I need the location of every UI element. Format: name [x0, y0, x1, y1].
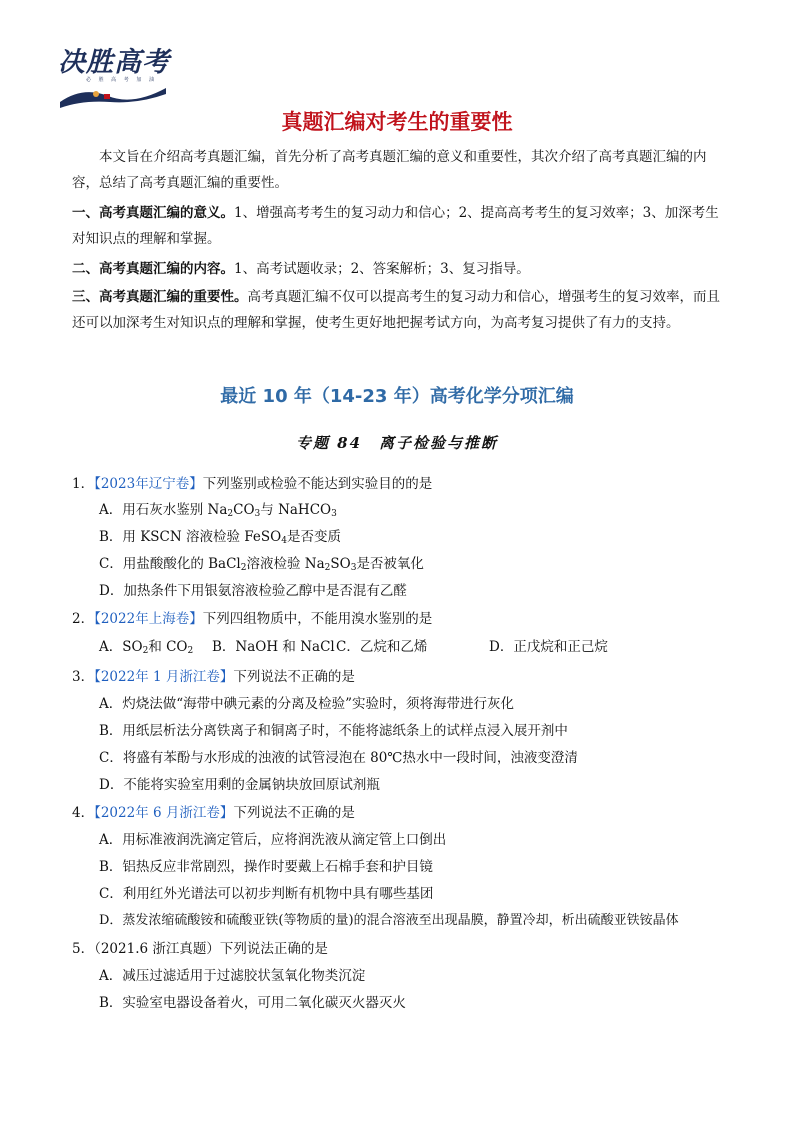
logo-text: 决胜高考: [58, 47, 170, 78]
section-heading: 一、高考真题汇编的意义。: [72, 205, 234, 221]
question-4: [72, 801, 732, 821]
question-number: 4．: [72, 805, 95, 821]
q1-option-c: C．用盐酸酸化的 BaCl$_2$溶液检验 $Na_2SO_3$是否被氧化: [99, 556, 424, 573]
collection-subtitle: 最近 10 年（14-23 年）高考化学分项汇编: [220, 386, 574, 407]
logo: [58, 40, 168, 108]
q4-option-d: D．蒸发浓缩硫酸铵和硫酸亚铁(等物质的量)的混合溶液至出现晶膜，静置冷却，析出硫酸亚铁铵晶体: [99, 913, 679, 928]
section-1: [72, 200, 722, 252]
q5-option-a: A．减压过滤适用于过滤胶状氢氧化物类沉淀: [99, 968, 366, 984]
question-stem: 下列说法正确的是: [219, 941, 328, 957]
question-source: 【2023年辽宁卷】: [94, 476, 203, 492]
section-body: 1、高考试题收录；2、答案解析；3、复习指导。: [234, 261, 530, 277]
section-3: [72, 284, 722, 336]
q2-option-b: B．NaOH 和 NaCl: [212, 639, 335, 655]
q2-options: [99, 635, 608, 656]
q2-option-a: A．$SO_2$和 $CO_2$: [99, 639, 194, 656]
section-heading: 二、高考真题汇编的内容。: [72, 261, 234, 277]
q5-option-b: B．实验室电器设备着火，可用二氧化碳灭火器灭火: [99, 995, 406, 1011]
q2-option-d: D．正戊烷和正己烷: [489, 639, 608, 655]
question-1: [72, 472, 732, 492]
q1-option-a: A．用石灰水鉴别 $Na_2CO_3$与 NaHCO$_3$: [99, 502, 337, 519]
q4-option-a: A．用标准液润洗滴定管后，应将润洗液从滴定管上口倒出: [99, 832, 447, 848]
question-number: 2．: [72, 611, 95, 627]
page-title: 真题汇编对考生的重要性: [281, 110, 513, 134]
question-number: 5．: [72, 941, 95, 957]
q1-option-b: B．用 KSCN 溶液检验 FeSO$_4$是否变质: [99, 529, 341, 546]
question-source: 【2022年上海卷】: [94, 611, 203, 627]
question-source: 【2022年 6 月浙江卷】: [94, 805, 234, 821]
q1-option-d: D．加热条件下用银氨溶液检验乙醇中是否混有乙醛: [99, 583, 407, 599]
question-5: [72, 937, 732, 957]
intro-paragraph: 本文旨在介绍高考真题汇编，首先分析了高考真题汇编的意义和重要性，其次介绍了高考真题汇编的内容，总结了高考真题汇编的重要性。: [72, 149, 707, 191]
question-stem: 下列鉴别或检验不能达到实验目的的是: [202, 476, 433, 492]
logo-subtext: 必 胜 高 考 加 油: [86, 77, 157, 83]
question-source: 【2022年 1 月浙江卷】: [94, 669, 234, 685]
question-stem: 下列说法不正确的是: [233, 805, 355, 821]
question-stem: 下列四组物质中，不能用溴水鉴别的是: [202, 611, 433, 627]
section-2: [72, 256, 722, 282]
topic-heading: 专题 84 离子检验与推断: [295, 434, 499, 452]
question-number: 3．: [72, 669, 95, 685]
question-source: （2021.6 浙江真题）: [94, 941, 220, 957]
q4-option-b: B．铝热反应非常剧烈，操作时要戴上石棉手套和护目镜: [99, 859, 433, 875]
question-2: [72, 607, 732, 627]
section-body: 1、增强高考考生的复习动力和信心；2、提高高考考生的复习效率；3、加深考生对知识点的理解和掌握。: [72, 205, 719, 247]
q4-option-c: C．利用红外光谱法可以初步判断有机物中具有哪些基团: [99, 886, 434, 902]
section-body: 高考真题汇编不仅可以提高考生的复习动力和信心，增强考生的复习效率，而且还可以加深考生对知识点的理解和掌握，使考生更好地把握考试方向，为高考复习提供了有力的支持。: [72, 289, 720, 331]
q3-option-b: B．用纸层析法分离铁离子和铜离子时，不能将滤纸条上的试样点浸入展开剂中: [99, 723, 568, 739]
q3-option-d: D．不能将实验室用剩的金属钠块放回原试剂瓶: [99, 777, 380, 793]
question-stem: 下列说法不正确的是: [233, 669, 355, 685]
question-3: [72, 665, 732, 685]
section-heading: 三、高考真题汇编的重要性。: [72, 289, 248, 305]
q3-option-c: C．将盛有苯酚与水形成的浊液的试管浸泡在 80℃热水中一段时间，浊液变澄清: [99, 750, 578, 766]
q2-option-c: C．乙烷和乙烯: [336, 639, 428, 655]
q3-option-a: A．灼烧法做“海带中碘元素的分离及检验”实验时，须将海带进行灰化: [99, 696, 515, 712]
question-number: 1．: [72, 476, 95, 492]
